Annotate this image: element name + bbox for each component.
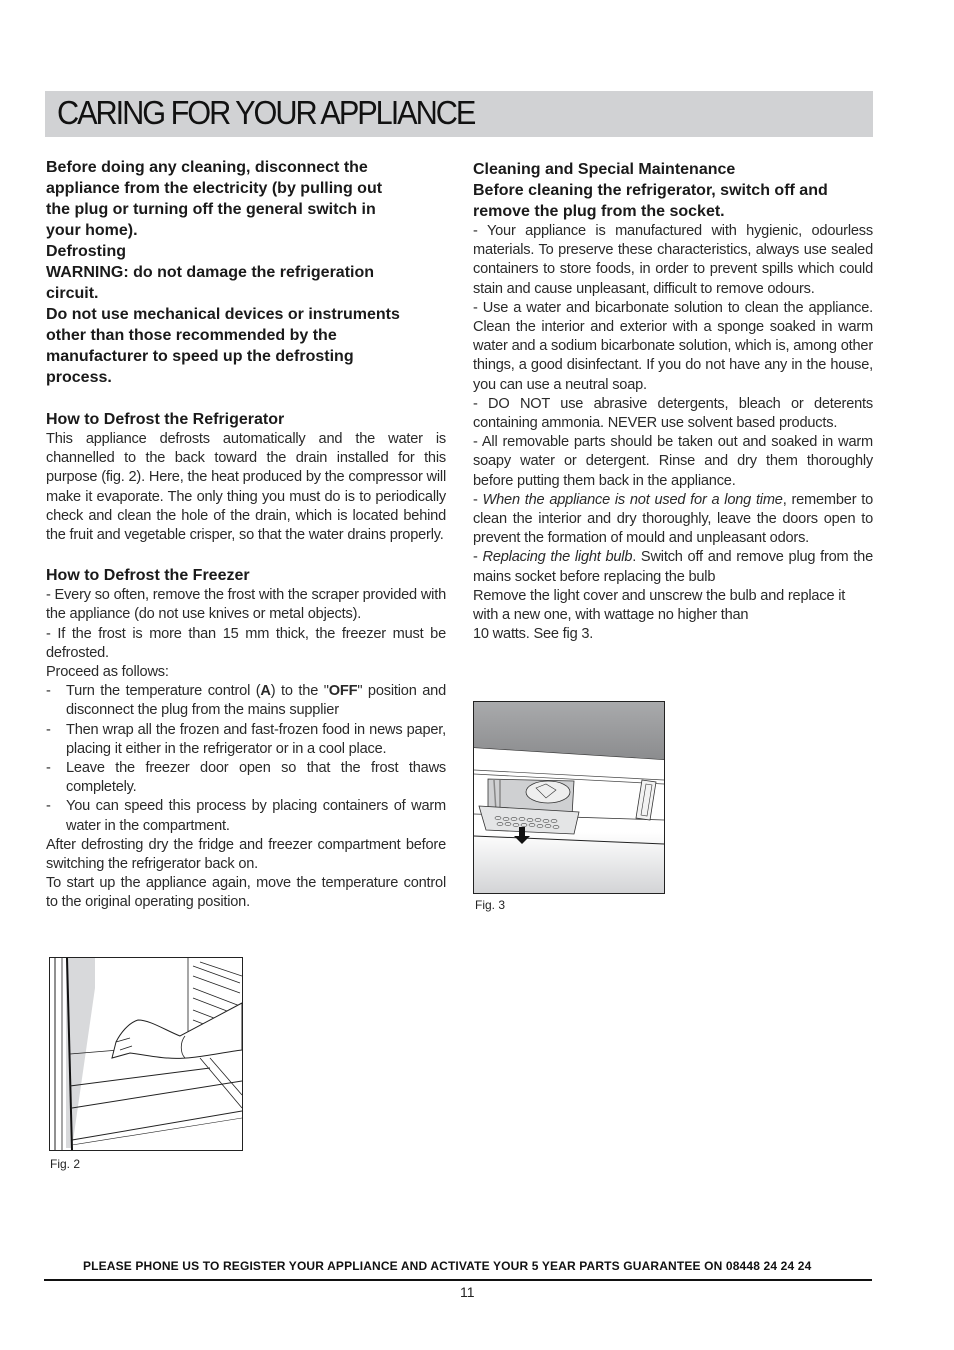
intro-line: the plug or turning off the general switch in — [46, 201, 376, 218]
page-number: 11 — [460, 1284, 475, 1300]
step-item — [46, 797, 446, 835]
hand-scraper-illustration-icon — [50, 958, 242, 1150]
warning-line: circuit. — [46, 285, 99, 302]
step-item — [46, 759, 446, 797]
instruction-line: manufacturer to speed up the defrosting — [46, 348, 354, 365]
step-text: Turn the temperature control (A) to the "OFF" position and disconnect the plug from the mains supplier — [66, 683, 447, 719]
footer-divider — [44, 1279, 872, 1281]
instruction-line: process. — [46, 369, 112, 386]
step-text: You can speed this process by placing containers of warm water in the compartment. — [66, 798, 446, 834]
dash-bullet: - — [46, 683, 51, 700]
instruction-line: other than those recommended by the — [46, 327, 337, 344]
step-text: Then wrap all the frozen and fast-frozen food in news paper, placing it either in the refrigerator or in a cool place. — [66, 721, 446, 757]
right-column — [473, 159, 873, 644]
intro-line: appliance from the electricity (by pulling out — [46, 180, 383, 197]
dash-bullet: - — [46, 760, 51, 777]
freezer-para-scraper: - Every so often, remove the frost with the scraper provided with the appliance (do not use knives or metal objects). — [46, 587, 446, 623]
freezer-para-thickness: - If the frost is more than 15 mm thick, the freezer must be defrosted. — [46, 625, 446, 661]
intro-line: Before doing any cleaning, disconnect the — [46, 159, 368, 176]
light-bulb-para: - Replacing the light bulb. Switch off and remove plug from the mains socket before replacing the bulb — [473, 549, 874, 585]
abrasive-warning-para: - DO NOT use abrasive detergents, bleach or deterents containing ammonia. NEVER use solvent based products. — [473, 395, 873, 432]
cleaning-warning: Before cleaning the refrigerator, switch off and remove the plug from the socket. — [473, 182, 828, 220]
dash-bullet: - — [46, 721, 51, 738]
page-title: CARING FOR YOUR APPLIANCE — [57, 94, 475, 131]
restart-para: To start up the appliance again, move the temperature control to the original operating position. — [46, 875, 446, 911]
dash-bullet: - — [46, 798, 51, 815]
proceed-label: Proceed as follows: — [46, 664, 169, 681]
step-item — [46, 721, 446, 759]
figure-3-light-bulb-illustration — [473, 701, 665, 894]
bicarbonate-para: - Use a water and bicarbonate solution to clean the appliance. Clean the interior and exterior with a sponge soaked in warm water and a sodium bicarbonate solution, which is, among other things, a good disinfectant. If you do not have any in the house, you can use a neutral soap. — [473, 299, 873, 393]
cleaning-heading: Cleaning and Special Maintenance — [473, 161, 736, 178]
hygiene-para: - Your appliance is manufactured with hygienic, odourless materials. To preserve these characteristics, always use sealed containers to store foods, in order to prevent spills which could stain and cause unpleasant, difficult to remove odours. — [473, 223, 873, 297]
figure-3-caption: Fig. 3 — [475, 898, 506, 912]
warning-line: WARNING: do not damage the refrigeration — [46, 264, 375, 281]
refrigerator-defrost-body: This appliance defrosts automatically and the water is channelled to the back toward the drain installed for this purpose (fig. 2). Here, the heat produced by the compressor will make it evaporate. The only thing you must do is to periodically check and clean the hole of the drain, which is located behind the fruit and vegetable crisper, so that the water drains properly. — [46, 431, 446, 544]
left-column — [46, 157, 446, 913]
step-item — [46, 682, 446, 720]
freezer-defrost-heading: How to Defrost the Freezer — [46, 567, 250, 585]
refrigerator-defrost-heading: How to Defrost the Refrigerator — [46, 411, 285, 428]
figure-2-freezer-illustration — [49, 957, 243, 1151]
instruction-line: Do not use mechanical devices or instruments — [46, 306, 400, 323]
step-text: Leave the freezer door open so that the frost thaws completely. — [66, 760, 446, 796]
removable-parts-para: - All removable parts should be taken out and soaked in warm soapy water or detergent. Rinse and dry them thoroughly before putting them back in the appliance. — [473, 434, 873, 489]
defrosting-heading: Defrosting — [46, 243, 126, 260]
registration-notice: PLEASE PHONE US TO REGISTER YOUR APPLIANCE AND ACTIVATE YOUR 5 YEAR PARTS GUARANTEE ON 08448 24 24 24 — [83, 1259, 812, 1273]
figure-2-caption: Fig. 2 — [50, 1157, 81, 1171]
intro-line: your home). — [46, 222, 138, 239]
light-cover-para: Remove the light cover and unscrew the bulb and replace it with a new one, with wattage no higher than — [473, 587, 846, 624]
after-defrost-para: After defrosting dry the fridge and freezer compartment before switching the refrigerator back on. — [46, 836, 446, 873]
intro-warning — [46, 157, 446, 388]
light-bulb-illustration-icon — [474, 702, 664, 893]
section-title-bar — [45, 91, 873, 137]
wattage-para: 10 watts. See fig 3. — [473, 626, 594, 643]
long-time-para: - When the appliance is not used for a long time, remember to clean the interior and dry thoroughly, leave the doors open to prevent the formation of mould and unpleasant odors. — [473, 491, 874, 547]
